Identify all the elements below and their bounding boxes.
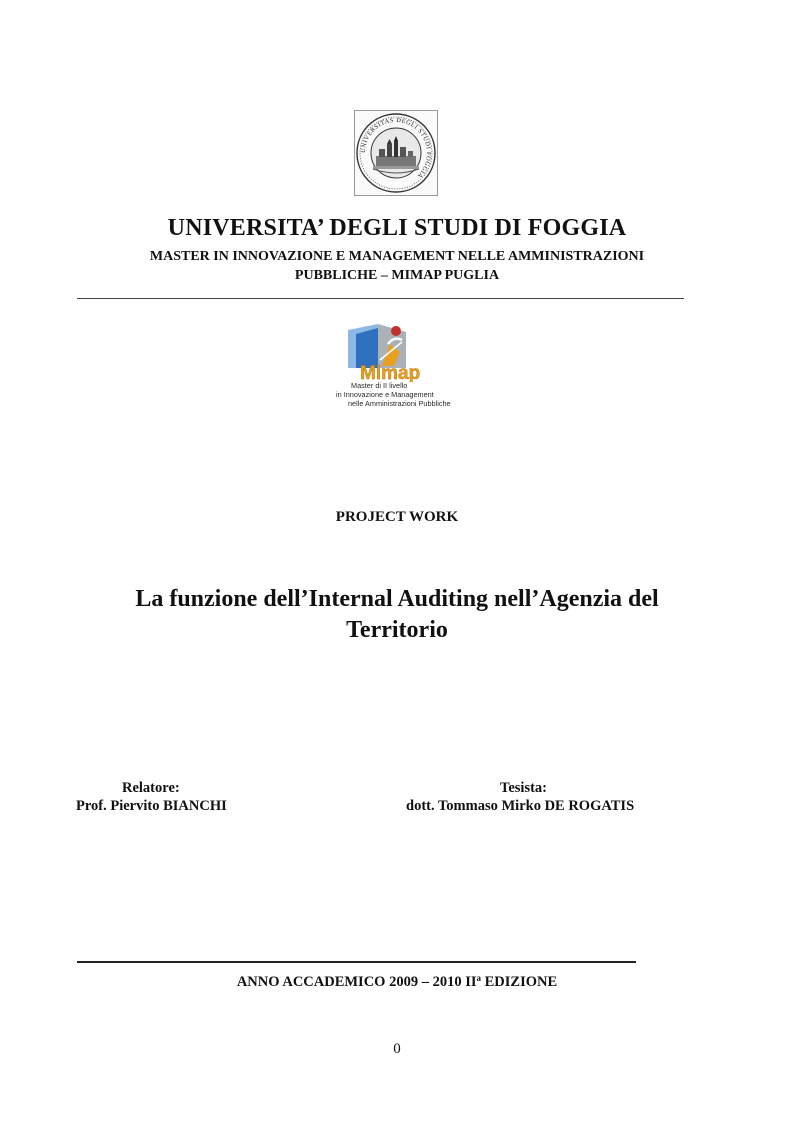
mimap-sub-line1: Master di II livello <box>351 381 408 390</box>
academic-year <box>0 969 794 991</box>
header-divider <box>77 298 684 299</box>
seal-ring-text: UNIVERSITAS DEGLI STUDI FOGGIA <box>359 116 433 180</box>
tesista-label: Tesista: <box>500 780 547 796</box>
thesis-title-line2: Territorio <box>346 617 448 643</box>
university-name: UNIVERSITA’ DEGLI STUDI DI FOGGIA <box>167 215 627 241</box>
page-number: 0 <box>393 1041 401 1057</box>
mimap-sub-line3: nelle Amministrazioni Pubbliche <box>348 399 451 408</box>
thesis-title <box>60 584 734 646</box>
footer-divider <box>77 961 636 963</box>
relatore-name: Prof. Piervito BIANCHI <box>76 798 227 814</box>
tesista-name: dott. Tommaso Mirko DE ROGATIS <box>406 798 635 814</box>
master-title-line2: PUBBLICHE – MIMAP PUGLIA <box>294 268 500 283</box>
edition-superscript: a <box>476 973 481 983</box>
seal-graphic <box>355 111 437 195</box>
mimap-logo <box>330 322 455 414</box>
university-seal-logo <box>354 110 438 196</box>
relatore-label: Relatore: <box>122 780 180 796</box>
mimap-brand: Mimap <box>360 363 421 382</box>
mimap-sub-line2: in Innovazione e Management <box>336 390 434 399</box>
thesis-title-line1: La funzione dell’Internal Auditing nell’Agenzia del <box>135 586 659 612</box>
master-title-line1: MASTER IN INNOVAZIONE E MANAGEMENT NELLE AMMINISTRAZIONI <box>149 249 645 264</box>
mimap-logo-graphic <box>330 322 455 382</box>
academic-year-suffix: EDIZIONE <box>481 974 558 990</box>
document-type: PROJECT WORK <box>335 509 459 525</box>
academic-year-text: ANNO ACCADEMICO 2009 – 2010 II <box>236 974 477 990</box>
